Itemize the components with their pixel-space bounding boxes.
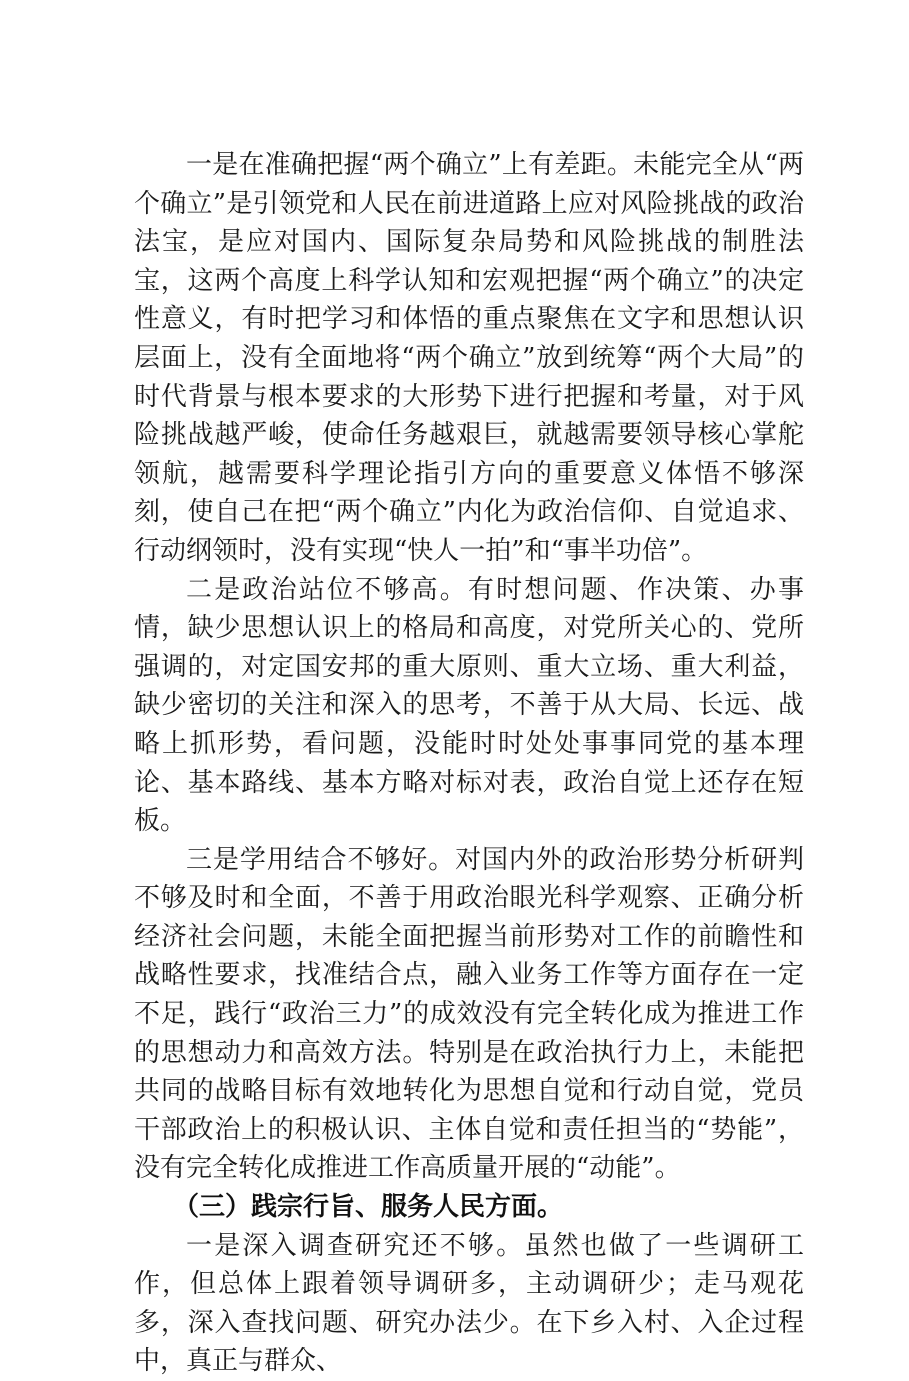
paragraph-two-establishments: 一是在准确把握“两个确立”上有差距。未能完全从“两个确立”是引领党和人民在前进道路上应对风险挑战的政治法宝，是应对国内、国际复杂局势和风险挑战的制胜法宝，这两个高度上科学认知和宏观把握“两个确立”的决定性意义，有时把学习和体悟的重点聚焦在文字和思想认识层面上，没有全面地将“两个确立”放到统筹“两个大局”的时代背景与根本要求的大形势下进行把握和考量，对于风险挑战越严峻，使命任务越艰巨，就越需要领导核心掌舵领航，越需要科学理论指引方向的重要意义体悟不够深刻，使自己在把“两个确立”内化为政治信仰、自觉追求、行动纲领时，没有实现“快人一拍”和“事半功倍”。 [134, 150, 804, 566]
paragraph-study-application: 三是学用结合不够好。对国内外的政治形势分析研判不够及时和全面，不善于用政治眼光科学观察、正确分析经济社会问题，未能全面把握当前形势对工作的前瞻性和战略性要求，找准结合点，融入业务工作等方面存在一定不足，践行“政治三力”的成效没有完全转化成为推进工作的思想动力和高效方法。特别是在政治执行力上，未能把共同的战略目标有效地转化为思想自觉和行动自觉，党员干部政治上的积极认识、主体自觉和责任担当的“势能”，没有完全转化成推进工作高质量开展的“动能”。 [134, 844, 804, 1184]
document-body [134, 146, 804, 1381]
section-heading: （三）践宗行旨、服务人民方面。 [173, 1192, 564, 1223]
paragraph-investigation-research: 一是深入调查研究还不够。虽然也做了一些调研工作，但总体上跟着领导调研多，主动调研少；走马观花多，深入查找问题、研究办法少。在下乡入村、入企过程中，真正与群众、 [134, 1230, 804, 1377]
paragraph-political-stance: 二是政治站位不够高。有时想问题、作决策、办事情，缺少思想认识上的格局和高度，对党所关心的、党所强调的，对定国安邦的重大原则、重大立场、重大利益，缺少密切的关注和深入的思考，不善于从大局、长远、战略上抓形势，看问题，没能时时处处事事同党的基本理论、基本路线、基本方略对标对表，政治自觉上还存在短板。 [134, 574, 804, 837]
